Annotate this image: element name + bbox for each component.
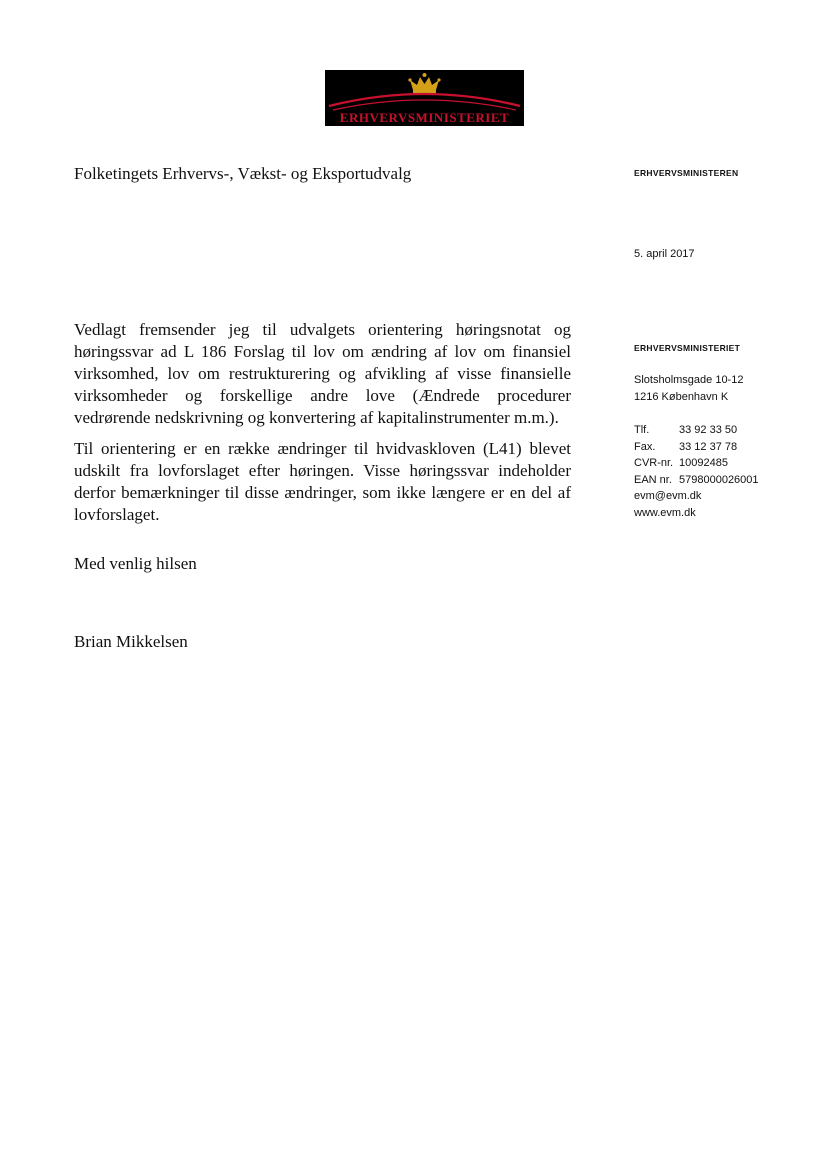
closing-salutation: Med venlig hilsen [74,554,197,573]
contact-label: CVR-nr. [634,457,674,469]
address-block [634,372,743,406]
org-heading: ERHVERVSMINISTERIET [634,343,741,353]
website-link[interactable]: www.evm.dk [634,506,696,519]
contact-label: EAN nr. [634,473,672,486]
contact-value: 5798000026001 [679,473,759,486]
address-line: 1216 København K [634,391,729,403]
contact-value: 33 92 33 50 [679,424,738,436]
letter-date: 5. april 2017 [634,248,695,260]
body-paragraph-1: Vedlagt fremsender jeg til udvalgets orientering høringsnotat og høringssvar ad L 186 Forslag til lov om ændring af lov om finansiel virksomhed, lov om restrukturering og afvikling af visse finansielle virksomheder og forskellige andre love (Ændrede procedurer vedrørende nedskrivning og konvertering af kapitalinstrumenter m.m.). [74,320,571,427]
contact-label: Tlf. [634,424,650,436]
contact-value: 10092485 [679,457,728,469]
ministry-logo [325,70,524,126]
contact-row [634,422,759,439]
logo-wordmark: ERHVERVSMINISTERIET [339,110,510,125]
address-line: Slotsholmsgade 10-12 [634,374,744,386]
recipient: Folketingets Erhvervs-, Vækst- og Eksportudvalg [74,164,412,183]
body-paragraph-2: Til orientering er en række ændringer til hvidvaskloven (L41) blevet udskilt fra lovforslaget efter høringen. Visse høringssvar indeholder derfor bemærkninger til disse ændringer, som ikke længere er en del af lovforslaget. [74,439,571,524]
contact-row [634,472,759,489]
email-link[interactable]: evm@evm.dk [634,490,702,502]
contact-block [634,422,759,521]
signer-name: Brian Mikkelsen [74,632,188,651]
contact-label: Fax. [634,440,656,453]
contact-row [634,439,759,456]
contact-row [634,455,759,472]
sender-heading: ERHVERVSMINISTEREN [634,168,739,178]
contact-value: 33 12 37 78 [679,440,738,453]
